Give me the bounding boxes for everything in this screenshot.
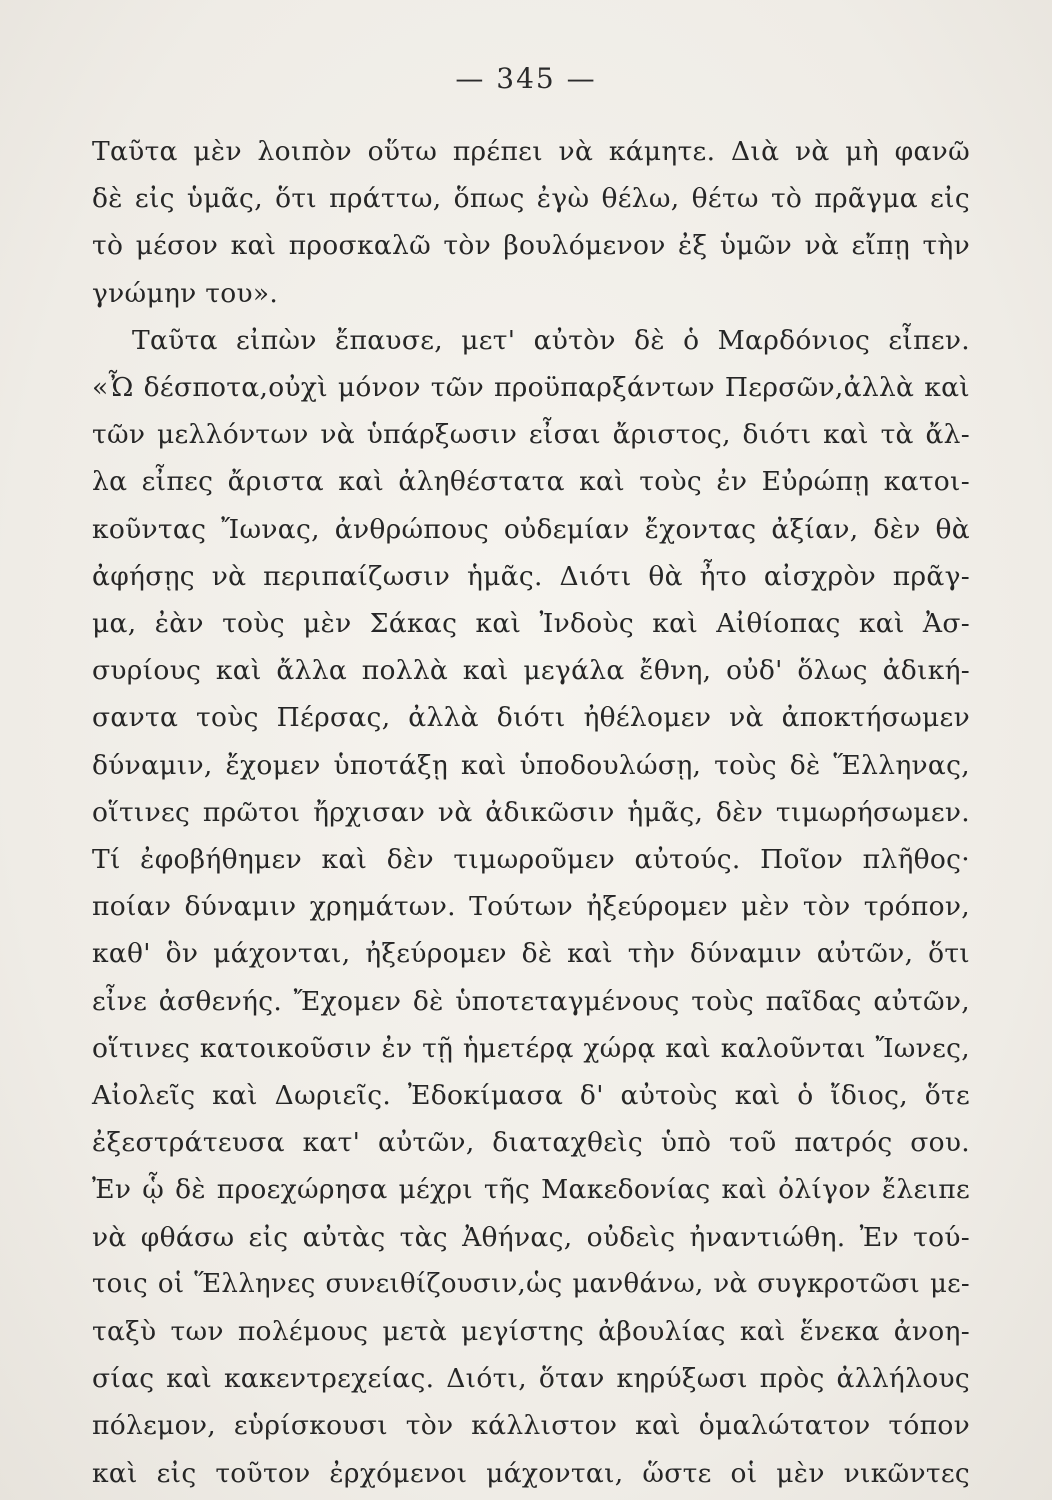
text-line: ἀφήσῃς νὰ περιπαίζωσιν ἡμᾶς. Διότι θὰ ἦτο αἰσχρὸν πρᾶγ- [92,560,970,592]
page-number: — 345 — [455,62,597,95]
text-line: ἐξεστράτευσα κατ' αὐτῶν, διαταχθεὶς ὑπὸ τοῦ πατρός σου. [92,1127,970,1159]
text-line: καὶ εἰς τοῦτον ἐρχόμενοι μάχονται, ὥστε οἱ μὲν νικῶντες [92,1457,970,1489]
text-line: σίας καὶ κακεντρεχείας. Διότι, ὅταν κηρύξωσι πρὸς ἀλλήλους [92,1363,970,1395]
text-line: δὲ εἰς ὑμᾶς, ὅτι πράττω, ὅπως ἐγὼ θέλω, θέτω τὸ πρᾶγμα εἰς [92,183,970,215]
text-line: καθ' ὃν μάχονται, ἠξεύρομεν δὲ καὶ τὴν δύναμιν αὐτῶν, ὅτι [92,938,970,970]
text-line: συρίους καὶ ἄλλα πολλὰ καὶ μεγάλα ἔθνη, οὐδ' ὅλως ἀδική- [92,655,970,687]
text-line: σαντα τοὺς Πέρσας, ἀλλὰ διότι ἠθέλομεν νὰ ἀποκτήσωμεν [92,702,970,734]
text-line: Αἰολεῖς καὶ Δωριεῖς. Ἐδοκίμασα δ' αὐτοὺς καὶ ὁ ἴδιος, ὅτε [92,1080,970,1112]
text-line: κοῦντας Ἴωνας, ἀνθρώπους οὐδεμίαν ἔχοντας ἀξίαν, δὲν θὰ [92,513,970,545]
text-line: νὰ φθάσω εἰς αὐτὰς τὰς Ἀθήνας, οὐδεὶς ἠναντιώθη. Ἐν τού- [92,1221,970,1253]
text-line: τὸ μέσον καὶ προσκαλῶ τὸν βουλόμενον ἐξ ὑμῶν νὰ εἴπῃ τὴν [92,230,970,262]
body-text [92,128,970,1497]
text-line: οἵτινες πρῶτοι ἤρχισαν νὰ ἀδικῶσιν ἡμᾶς, δὲν τιμωρήσωμεν. [92,796,970,828]
text-line: λα εἶπες ἄριστα καὶ ἀληθέστατα καὶ τοὺς ἐν Εὐρώπῃ κατοι- [92,466,970,498]
text-line: γνώμην του». [92,277,279,309]
text-line: ταξὺ των πολέμους μετὰ μεγίστης ἀβουλίας καὶ ἕνεκα ἀνοη- [92,1316,970,1348]
text-line: πόλεμον, εὑρίσκουσι τὸν κάλλιστον καὶ ὁμαλώτατον τόπον [92,1410,970,1442]
text-line: Ταῦτα μὲν λοιπὸν οὕτω πρέπει νὰ κάμητε. Διὰ νὰ μὴ φανῶ [92,136,970,167]
text-line: τοις οἱ Ἕλληνες συνειθίζουσιν,ὡς μανθάνω, νὰ συγκροτῶσι με- [92,1268,970,1299]
text-line: εἶνε ἀσθενής. Ἔχομεν δὲ ὑποτεταγμένους τοὺς παῖδας αὐτῶν, [92,985,970,1017]
text-line: Ἐν ᾧ δὲ προεχώρησα μέχρι τῆς Μακεδονίας καὶ ὀλίγον ἔλειπε [92,1174,970,1206]
text-line: οἵτινες κατοικοῦσιν ἐν τῇ ἡμετέρᾳ χώρᾳ καὶ καλοῦνται Ἴωνες, [92,1032,970,1064]
text-line: Τί ἐφοβήθημεν καὶ δὲν τιμωροῦμεν αὐτούς. Ποῖον πλῆθος· [92,844,970,876]
text-line: τῶν μελλόντων νὰ ὑπάρξωσιν εἶσαι ἄριστος, διότι καὶ τὰ ἄλ- [92,419,970,451]
text-line: δύναμιν, ἔχομεν ὑποτάξῃ καὶ ὑποδουλώσῃ, τοὺς δὲ Ἕλληνας, [92,749,970,781]
text-line: μα, ἐὰν τοὺς μὲν Σάκας καὶ Ἰνδοὺς καὶ Αἰθίοπας καὶ Ἀσ- [92,608,970,640]
text-line: Ταῦτα εἰπὼν ἔπαυσε, μετ' αὐτὸν δὲ ὁ Μαρδόνιος εἶπεν. [132,324,970,356]
text-line: «Ὦ δέσποτα,οὐχὶ μόνον τῶν προϋπαρξάντων Περσῶν,ἀλλὰ καὶ [92,372,970,404]
text-line: ποίαν δύναμιν χρημάτων. Τούτων ἠξεύρομεν μὲν τὸν τρόπον, [92,891,970,923]
